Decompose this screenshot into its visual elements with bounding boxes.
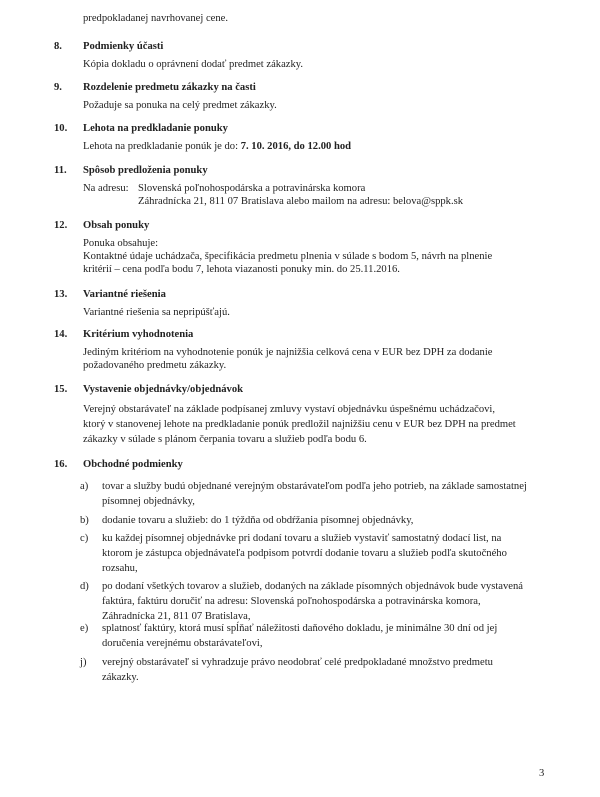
condition-c-line1: ku každej písomnej objednávke pri dodaní tovaru a služieb vystaviť samostatný dodací list, na bbox=[102, 533, 502, 544]
condition-d-line1: po dodaní všetkých tovarov a služieb, dodaných na základe písomných objednávok bude vystavená bbox=[102, 581, 523, 592]
section-11-label: Na adresu: bbox=[83, 183, 129, 194]
page-number: 3 bbox=[539, 768, 545, 779]
section-12-line2: Kontaktné údaje uchádzača, špecifikácia predmetu plnenia v súlade s bodom 5, návrh na plnenie bbox=[83, 251, 493, 262]
section-15-line2: ktorý v stanovenej lehote na predkladanie ponúk predložil najnižšiu cenu v EUR bez DPH na predmet bbox=[83, 419, 516, 430]
section-9-text: Požaduje sa ponuka na celý predmet zákazky. bbox=[83, 100, 277, 111]
intro-line: predpokladanej navrhovanej cene. bbox=[83, 13, 229, 24]
section-14-title: Kritérium vyhodnotenia bbox=[83, 329, 194, 340]
section-10-title: Lehota na predkladanie ponuky bbox=[83, 123, 228, 134]
condition-e-line2: doručenia verejnému obstarávateľovi, bbox=[102, 638, 263, 649]
condition-b-label: b) bbox=[80, 515, 89, 526]
section-12-number: 12. bbox=[54, 220, 68, 231]
section-10-number: 10. bbox=[54, 123, 68, 134]
condition-d-line3: Záhradnícka 21, 811 07 Bratislava, bbox=[102, 611, 251, 622]
section-8-text: Kópia dokladu o oprávnení dodať predmet zákazky. bbox=[83, 59, 304, 70]
condition-a-label: a) bbox=[80, 481, 89, 492]
section-12-line3: kritérií – cena podľa bodu 7, lehota viazanosti ponuky min. do 25.11.2016. bbox=[83, 264, 400, 275]
condition-d-line2: faktúra, faktúru doručiť na adresu: Slovenská poľnohospodárska a potravinárska komora, bbox=[102, 596, 481, 607]
deadline-value: 7. 10. 2016, do 12.00 hod bbox=[240, 141, 352, 152]
section-15-line3: zákazky v súlade s plánom čerpania tovaru a služieb podľa bodu 6. bbox=[83, 434, 367, 445]
condition-j-label: j) bbox=[80, 657, 87, 668]
section-13-title: Variantné riešenia bbox=[83, 289, 166, 300]
section-15-number: 15. bbox=[54, 384, 68, 395]
condition-c-line2: ktorom je zástupca objednávateľa podpisom potvrdí dodanie tovaru a služieb podľa skutočného bbox=[102, 548, 507, 559]
section-8-title: Podmienky účasti bbox=[83, 41, 164, 52]
section-16-number: 16. bbox=[54, 459, 68, 470]
section-13-number: 13. bbox=[54, 289, 68, 300]
section-15-line1: Verejný obstarávateľ na základe podpísanej zmluvy vystaví objednávku úspešnému uchádzačovi, bbox=[83, 404, 496, 415]
section-11-address-line2: Záhradnícka 21, 811 07 Bratislava alebo mailom na adresu: belova@sppk.sk bbox=[138, 196, 464, 207]
condition-c-label: c) bbox=[80, 533, 89, 544]
condition-c-line3: rozsahu, bbox=[102, 563, 138, 574]
condition-a-line2: písomnej objednávky, bbox=[102, 496, 195, 507]
condition-e-label: e) bbox=[80, 623, 89, 634]
condition-j-line1: verejný obstarávateľ si vyhradzuje právo neodobrať celé predpokladané množstvo predmetu bbox=[102, 657, 493, 668]
section-14-line1: Jediným kritériom na vyhodnotenie ponúk je najnižšia celková cena v EUR bez DPH za dodanie bbox=[83, 347, 493, 358]
section-15-title: Vystavenie objednávky/objednávok bbox=[83, 384, 244, 395]
section-16-title: Obchodné podmienky bbox=[83, 459, 183, 470]
section-9-number: 9. bbox=[54, 82, 62, 93]
condition-e-line1: splatnosť faktúry, ktorá musí spĺňať náležitosti daňového dokladu, je minimálne 30 dní od jej bbox=[102, 623, 498, 634]
section-10-text: Lehota na predkladanie ponúk je do: 7. 10. 2016, do 12.00 hod bbox=[83, 141, 352, 152]
section-11-title: Spôsob predloženia ponuky bbox=[83, 165, 208, 176]
section-14-number: 14. bbox=[54, 329, 68, 340]
condition-a-line1: tovar a služby budú objednané verejným obstarávateľom podľa jeho potrieb, na základe samostatnej bbox=[102, 481, 527, 492]
condition-b-line1: dodanie tovaru a služieb: do 1 týždňa od obdŕžania písomnej objednávky, bbox=[102, 515, 414, 526]
condition-j-line2: zákazky. bbox=[102, 672, 139, 683]
section-13-text: Variantné riešenia sa nepripúšťajú. bbox=[83, 307, 230, 318]
section-12-title: Obsah ponuky bbox=[83, 220, 150, 231]
section-11-address-line1: Slovenská poľnohospodárska a potravinárska komora bbox=[138, 183, 366, 194]
section-12-line1: Ponuka obsahuje: bbox=[83, 238, 159, 249]
section-11-number: 11. bbox=[54, 165, 67, 176]
condition-d-label: d) bbox=[80, 581, 89, 592]
section-14-line2: požadovaného predmetu zákazky. bbox=[83, 360, 227, 371]
section-9-title: Rozdelenie predmetu zákazky na časti bbox=[83, 82, 256, 93]
section-8-number: 8. bbox=[54, 41, 62, 52]
